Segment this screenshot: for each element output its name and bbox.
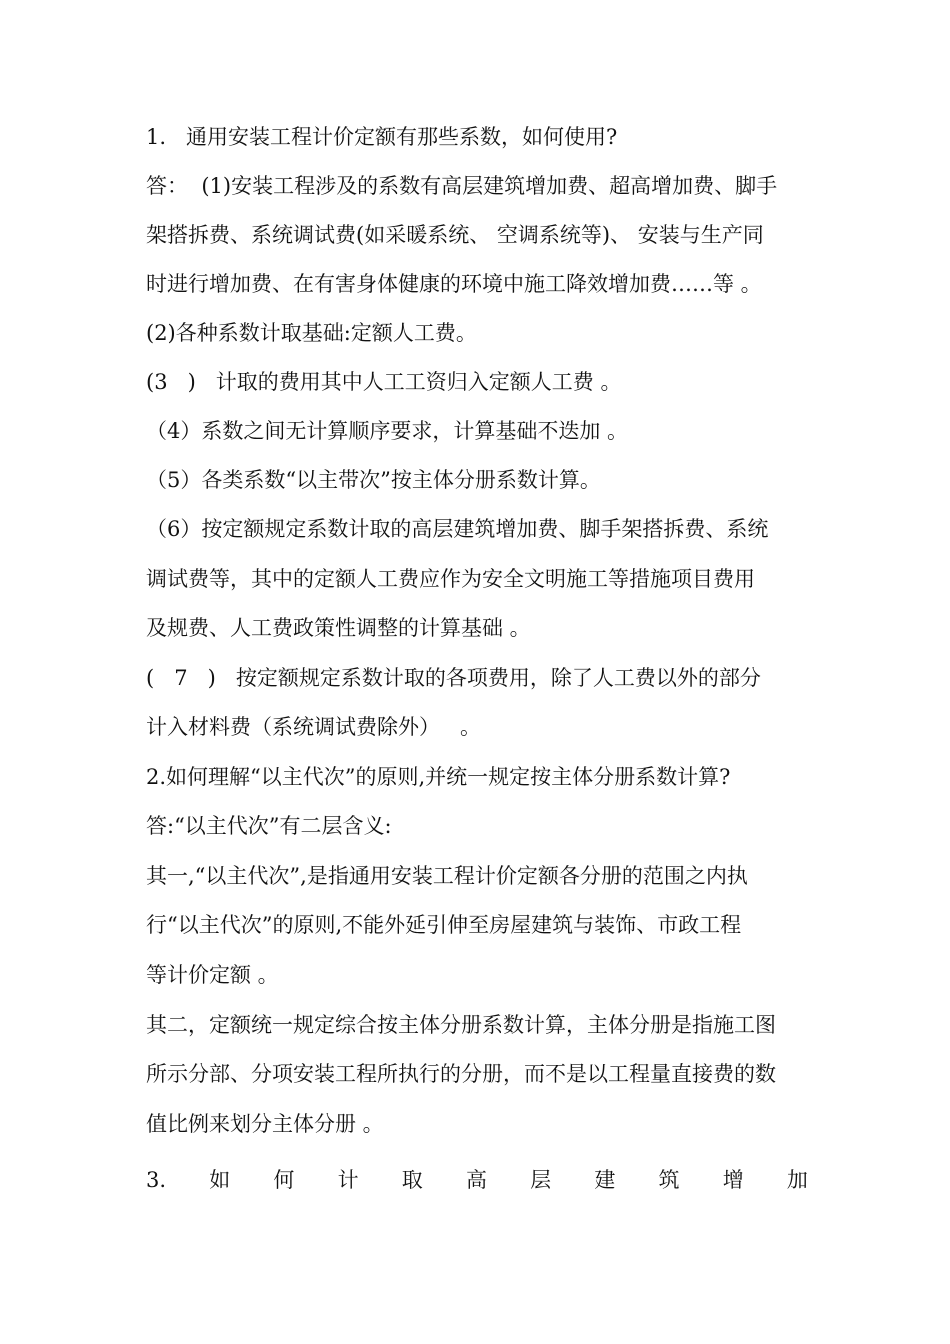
text-line: 值比例来划分主体分册 。 [146, 1112, 384, 1136]
text-line: （5）各类系数“以主带次”按主体分册系数计算。 [146, 468, 601, 492]
text-line: 1. 通用安装工程计价定额有那些系数，如何使用? [146, 125, 618, 149]
text-line: 时进行增加费、在有害身体健康的环境中施工降效增加费……等 。 [146, 272, 762, 296]
word: 筑 [658, 1168, 680, 1192]
text-line: (3 ) 计取的费用其中人工工资归入定额人工费 。 [146, 370, 622, 394]
word: 层 [530, 1168, 552, 1192]
word: 建 [594, 1168, 616, 1192]
word: 何 [273, 1168, 295, 1192]
text-line: 其二，定额统一规定综合按主体分册系数计算，主体分册是指施工图 [146, 1013, 776, 1037]
text-line: 等计价定额 。 [146, 963, 279, 987]
text-line: （4）系数之间无计算顺序要求，计算基础不迭加 。 [146, 419, 629, 443]
text-line: 架搭拆费、系统调试费(如采暖系统、 空调系统等)、 安装与生产同 [146, 223, 764, 247]
word: 取 [401, 1168, 423, 1192]
text-line: 其一,“以主代次”,是指通用安装工程计价定额各分册的范围之内执 [146, 864, 748, 888]
text-line: 调试费等，其中的定额人工费应作为安全文明施工等措施项目费用 [146, 567, 755, 591]
word: 计 [337, 1168, 359, 1192]
word: 如 [209, 1168, 231, 1192]
text-line: 行“以主代次”的原则,不能外延引伸至房屋建筑与装饰、市政工程 [146, 913, 742, 937]
text-line: 2.如何理解“以主代次”的原则,并统一规定按主体分册系数计算? [146, 765, 731, 789]
text-line: ( 7 ) 按定额规定系数计取的各项费用，除了人工费以外的部分 [146, 666, 761, 690]
text-line: (2)各种系数计取基础:定额人工费。 [146, 321, 477, 345]
text-line-justified [146, 1160, 808, 1200]
text-line: 答： (1)安装工程涉及的系数有高层建筑增加费、超高增加费、脚手 [146, 174, 778, 198]
word: 高 [465, 1168, 487, 1192]
word: 3. [146, 1168, 167, 1192]
word: 加 [786, 1168, 808, 1192]
text-line: 答:“以主代次”有二层含义: [146, 814, 392, 838]
text-line: 计入材料费（系统调试费除外） 。 [146, 715, 482, 739]
text-line: 所示分部、分项安装工程所执行的分册，而不是以工程量直接费的数 [146, 1062, 776, 1086]
text-line: （6）按定额规定系数计取的高层建筑增加费、脚手架搭拆费、系统 [146, 517, 769, 541]
text-line: 及规费、人工费政策性调整的计算基础 。 [146, 616, 531, 640]
word: 增 [722, 1168, 744, 1192]
